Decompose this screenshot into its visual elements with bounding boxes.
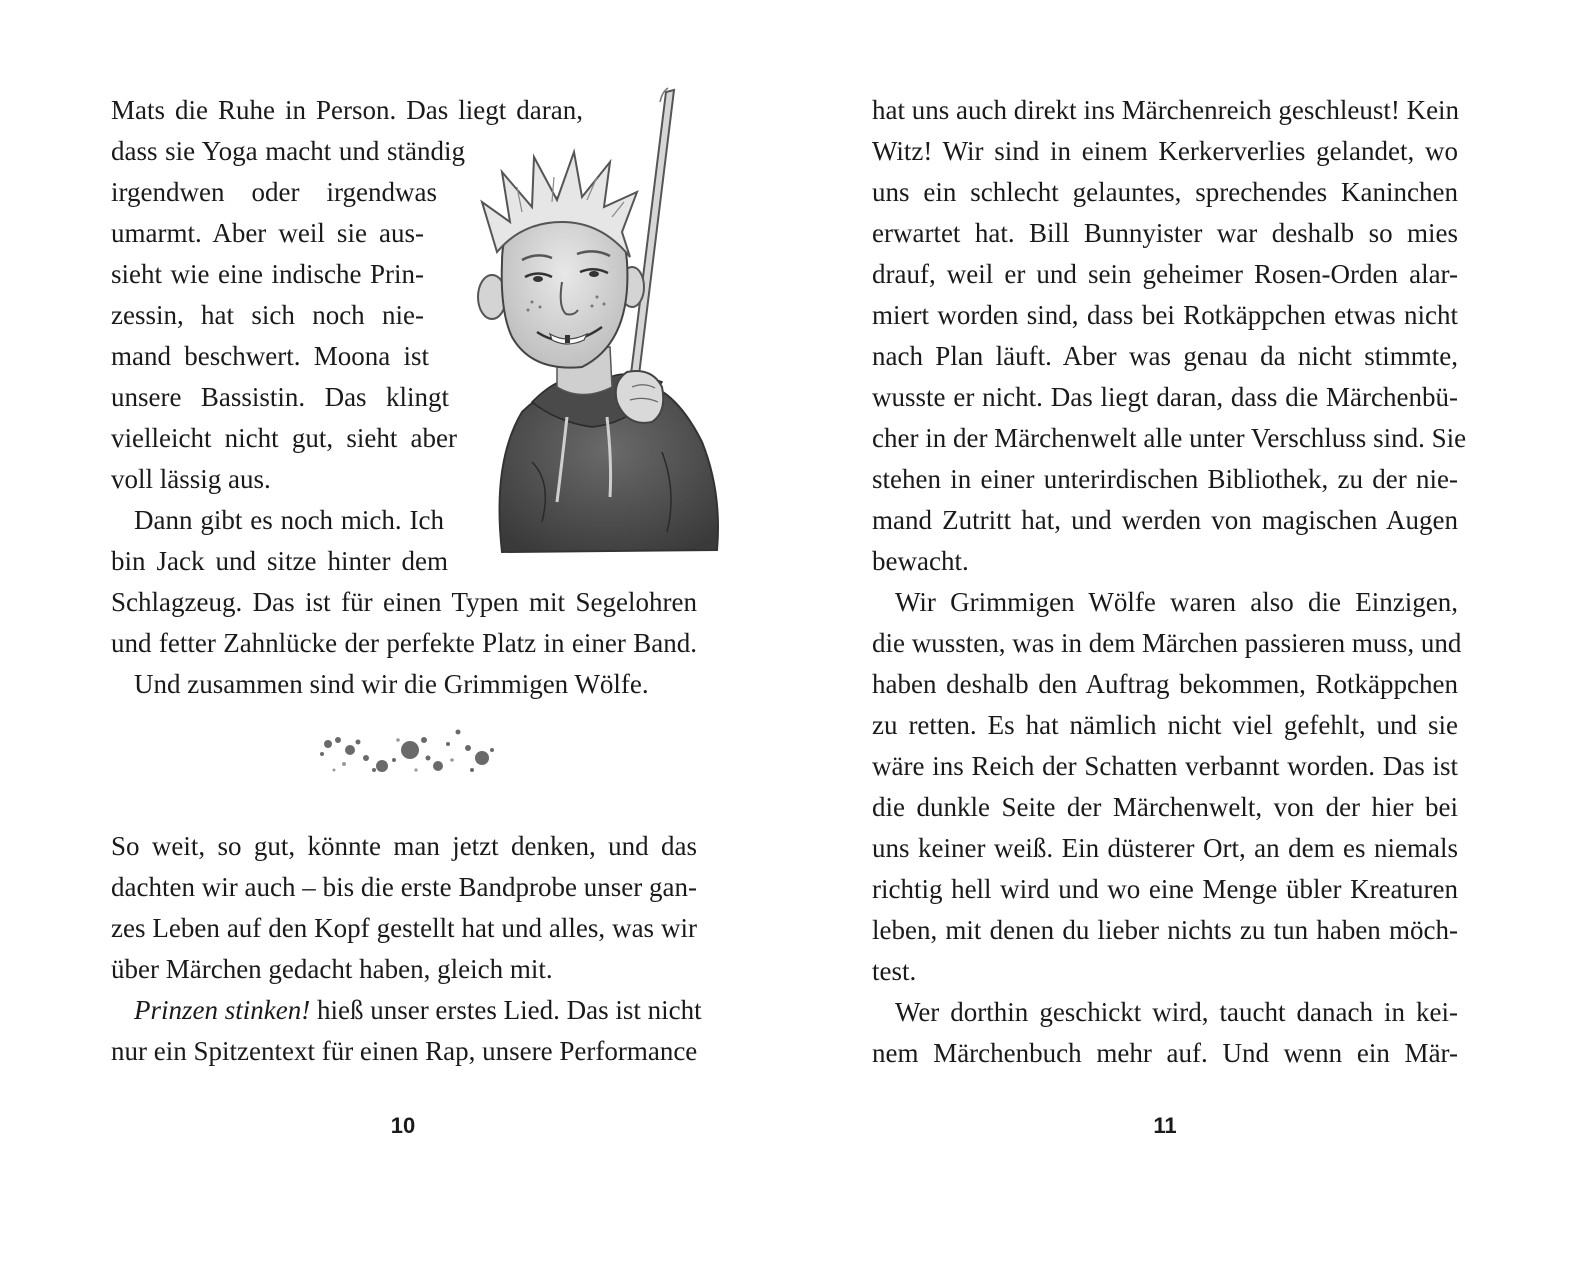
text-run: hieß unser erstes Lied. Das ist nicht [310, 995, 702, 1025]
text-line: Schlagzeug. Das ist für einen Typen mit Segelohren [111, 587, 697, 617]
ink-splatter-ornament [308, 720, 498, 782]
text-line: drauf, weil er und sein geheimer Rosen-Orden alar- [872, 259, 1458, 289]
text-line: stehen in einer unterirdischen Bibliothek, zu der nie- [872, 464, 1458, 494]
song-title: Prinzen stinken! [134, 995, 311, 1025]
text-line: die dunkle Seite der Märchenwelt, von der hier bei [872, 792, 1458, 822]
text-line: zu retten. Es hat nämlich nicht viel gefehlt, und sie [872, 710, 1458, 740]
text-line: voll lässig aus. [111, 464, 271, 494]
right-page [797, 0, 1594, 1270]
text-line: irgendwen oder irgendwas [111, 177, 437, 207]
text-line: cher in der Märchenwelt alle unter Verschluss sind. Sie [872, 423, 1467, 453]
text-line: nem Märchenbuch mehr auf. Und wenn ein Mär- [872, 1038, 1458, 1068]
text-line: Wer dorthin geschickt wird, taucht danach in kei- [895, 997, 1458, 1027]
text-line: erwartet hat. Bill Bunnyister war deshalb so mies [872, 218, 1458, 248]
text-line: mand beschwert. Moona ist [111, 341, 429, 371]
text-line [134, 990, 702, 1031]
text-line: wusste er nicht. Das liegt daran, dass die Märchenbü- [872, 382, 1458, 412]
text-line: über Märchen gedacht haben, gleich mit. [111, 954, 553, 984]
text-line: uns ein schlecht gelauntes, sprechendes Kaninchen [872, 177, 1458, 207]
text-line: miert worden sind, dass bei Rotkäppchen etwas nicht [872, 300, 1458, 330]
text-line: zes Leben auf den Kopf gestellt hat und alles, was wir [111, 913, 697, 943]
text-line: umarmt. Aber weil sie aus- [111, 218, 424, 248]
text-line: haben deshalb den Auftrag bekommen, Rotkäppchen [872, 669, 1458, 699]
text-line: dass sie Yoga macht und ständig [111, 136, 465, 166]
text-line: Dann gibt es noch mich. Ich [134, 505, 444, 535]
text-line: Wir Grimmigen Wölfe waren also die Einzigen, [895, 587, 1458, 617]
text-line: wäre ins Reich der Schatten verbannt worden. Das ist [872, 751, 1458, 781]
text-line: sieht wie eine indische Prin- [111, 259, 424, 289]
text-line: hat uns auch direkt ins Märchenreich geschleust! Kein [872, 95, 1460, 125]
text-line: leben, mit denen du lieber nichts zu tun haben möch- [872, 915, 1458, 945]
text-line: und fetter Zahnlücke der perfekte Platz in einer Band. [111, 628, 697, 658]
text-line: nach Plan läuft. Aber was genau da nicht stimmte, [872, 341, 1458, 371]
text-line: vielleicht nicht gut, sieht aber [111, 423, 457, 453]
text-line: unsere Bassistin. Das klingt [111, 382, 449, 412]
text-line: Mats die Ruhe in Person. Das liegt daran, [111, 95, 583, 125]
text-line: zessin, hat sich noch nie- [111, 300, 424, 330]
text-line: test. [872, 956, 917, 986]
text-line: So weit, so gut, könnte man jetzt denken, und das [111, 831, 697, 861]
text-line: dachten wir auch – bis die erste Bandprobe unser gan- [111, 872, 697, 902]
text-line: uns keiner weiß. Ein düsterer Ort, an dem es niemals [872, 833, 1458, 863]
text-line: die wussten, was in dem Märchen passieren muss, und [872, 628, 1462, 658]
text-line: Witz! Wir sind in einem Kerkerverlies gelandet, wo [872, 136, 1458, 166]
text-line: nur ein Spitzentext für einen Rap, unsere Performance [111, 1036, 698, 1066]
text-line: bewacht. [872, 546, 969, 576]
page-number: 10 [390, 1113, 416, 1138]
page-number: 11 [1153, 1113, 1177, 1138]
text-line: mand Zutritt hat, und werden von magischen Augen [872, 505, 1458, 535]
boy-with-drumstick-illustration [462, 82, 738, 560]
text-line: richtig hell wird und wo eine Menge übler Kreaturen [872, 874, 1458, 904]
text-line: bin Jack und sitze hinter dem [111, 546, 448, 576]
text-line: Und zusammen sind wir die Grimmigen Wölfe. [134, 669, 649, 699]
